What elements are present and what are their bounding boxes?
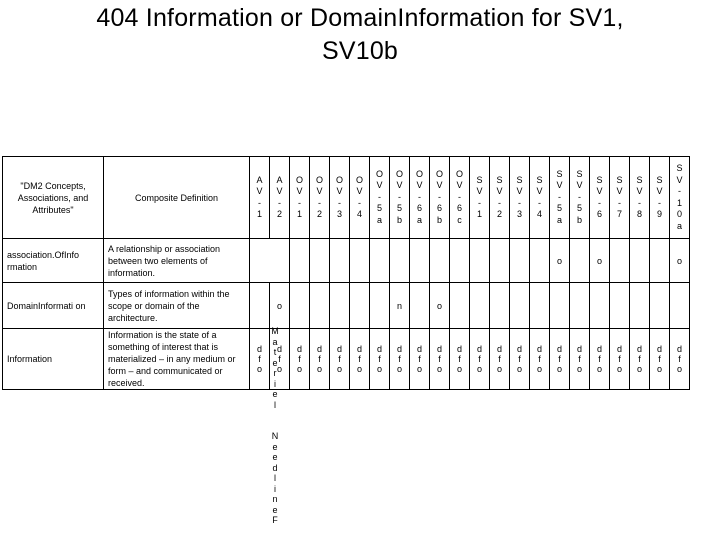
column-header-viewpoint: O V - 5 a [370,157,390,239]
column-header-viewpoint: O V - 4 [350,157,370,239]
column-header-viewpoint: O V - 6 a [410,157,430,239]
matrix-cell: d f o [670,329,690,390]
matrix-cell: d f o [310,329,330,390]
row-definition: Information is the state of a something of interest that is materialized – in any medium or form – and communicated or received. [104,329,250,390]
matrix-cell [510,239,530,283]
table-row [3,283,690,329]
matrix-cell [250,239,290,283]
column-header-viewpoint: S V - 5 b [570,157,590,239]
matrix-cell [310,283,330,329]
matrix-cell [410,239,430,283]
matrix-cell: d f o [550,329,570,390]
matrix-cell [490,283,510,329]
matrix-cell [330,283,350,329]
column-header-viewpoint: O V - 5 b [390,157,410,239]
matrix-cell [370,283,390,329]
matrix-cell [670,283,690,329]
column-header-viewpoint: A V - 2 [270,157,290,239]
matrix-cell: d f o [650,329,670,390]
matrix-cell [250,283,270,329]
matrix-cell [410,283,430,329]
matrix-cell: d f o [430,329,450,390]
header-definition-label: Composite Definition [104,157,250,239]
matrix-cell: d f o [370,329,390,390]
matrix-cell [430,239,450,283]
matrix-cell [350,283,370,329]
matrix-cell: d f o [270,329,290,390]
matrix-cell: o [590,239,610,283]
matrix-cell [630,283,650,329]
slide-title: 404 Information or DomainInformation for SV1, SV10b [96,4,624,65]
matrix-cell: o [430,283,450,329]
matrix-cell: d f o [490,329,510,390]
matrix-cell [470,239,490,283]
matrix-cell: d f o [470,329,490,390]
matrix-cell: d f o [610,329,630,390]
materiel-needline-overflow-text: M a t e r i e l N e e d l i n e F [271,326,279,525]
matrix-cell [530,239,550,283]
matrix-cell: d f o [350,329,370,390]
column-header-viewpoint: A V - 1 [250,157,270,239]
matrix-cell [510,283,530,329]
column-header-viewpoint: S V - 9 [650,157,670,239]
matrix-cell: d f o [250,329,270,390]
header-concepts-label: "DM2 Concepts, Associations, and Attributes" [3,157,104,239]
matrix-cell [450,283,470,329]
matrix-cell [350,239,370,283]
matrix-cell [530,283,550,329]
matrix-cell [630,239,650,283]
matrix-cell [290,239,310,283]
table-row [3,329,690,390]
matrix-cell: d f o [630,329,650,390]
row-definition: A relationship or association between two elements of information. [104,239,250,283]
matrix-cell: n [390,283,410,329]
matrix-cell [570,239,590,283]
column-header-viewpoint: O V - 2 [310,157,330,239]
matrix-cell [550,283,570,329]
matrix-cell [310,239,330,283]
column-header-viewpoint: S V - 8 [630,157,650,239]
matrix-cell: o [550,239,570,283]
column-header-viewpoint: S V - 2 [490,157,510,239]
matrix-cell [470,283,490,329]
matrix-cell: d f o [290,329,310,390]
column-header-viewpoint: O V - 1 [290,157,310,239]
matrix-cell: o [670,239,690,283]
matrix-cell: d f o [510,329,530,390]
matrix-cell [330,239,350,283]
column-header-viewpoint: O V - 3 [330,157,350,239]
column-header-viewpoint: S V - 6 [590,157,610,239]
column-header-viewpoint: S V - 4 [530,157,550,239]
matrix-cell: d f o [390,329,410,390]
table-row [3,239,690,283]
matrix-cell [610,283,630,329]
matrix-cell: d f o [330,329,350,390]
column-header-viewpoint: S V - 7 [610,157,630,239]
row-concept-label: association.OfInfo rmation [3,239,104,283]
matrix-cell: o [270,283,290,329]
matrix-cell [610,239,630,283]
matrix-cell [490,239,510,283]
matrix-cell [590,283,610,329]
column-header-viewpoint: S V - 1 [470,157,490,239]
matrix-cell [570,283,590,329]
column-header-viewpoint: O V - 6 b [430,157,450,239]
column-header-viewpoint: S V - 1 0 a [670,157,690,239]
row-definition: Types of information within the scope or domain of the architecture. [104,283,250,329]
information-matrix-table [2,156,690,390]
matrix-cell [650,283,670,329]
matrix-cell [450,239,470,283]
column-header-viewpoint: S V - 5 a [550,157,570,239]
matrix-cell [390,239,410,283]
matrix-cell [650,239,670,283]
matrix-cell [370,239,390,283]
column-header-viewpoint: S V - 3 [510,157,530,239]
matrix-cell [290,283,310,329]
row-concept-label: DomainInformati on [3,283,104,329]
row-concept-label: Information [3,329,104,390]
header-row [3,157,690,239]
matrix-cell: d f o [450,329,470,390]
matrix-cell: d f o [570,329,590,390]
matrix-cell: d f o [590,329,610,390]
matrix-cell: d f o [530,329,550,390]
column-header-viewpoint: O V - 6 c [450,157,470,239]
matrix-cell: d f o [410,329,430,390]
